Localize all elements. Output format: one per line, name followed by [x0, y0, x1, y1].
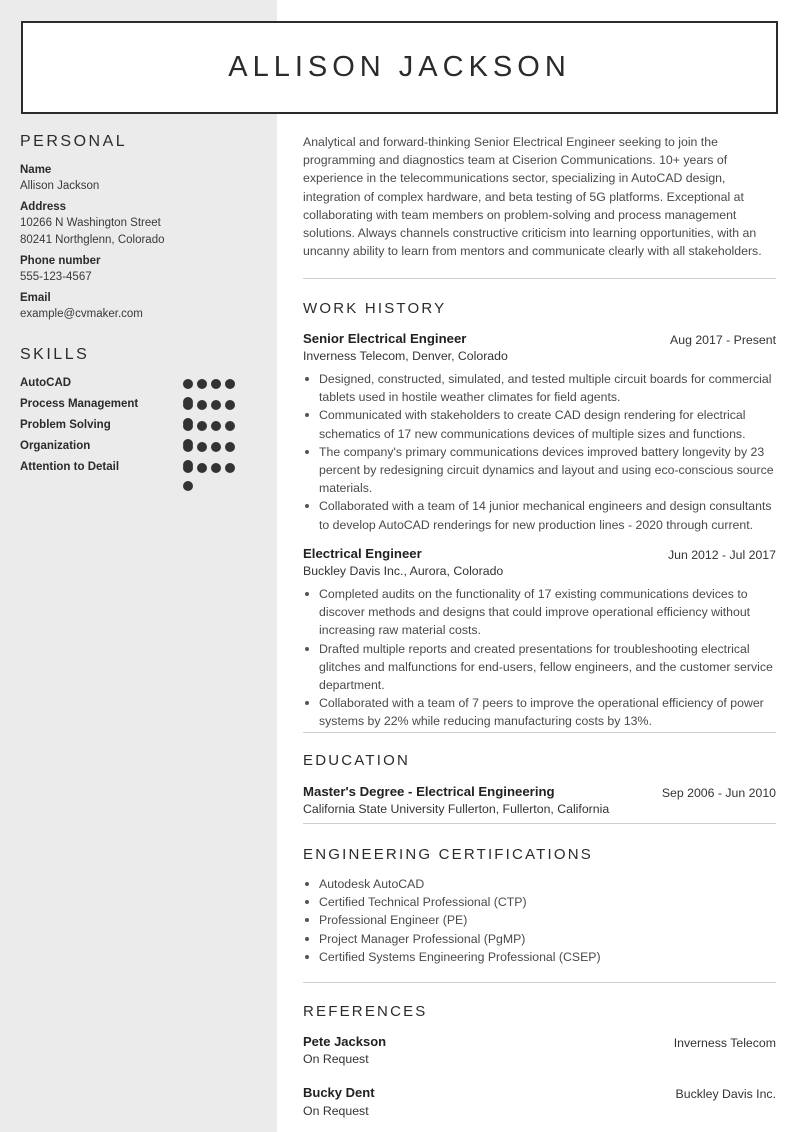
skill-rating: [183, 421, 252, 432]
reference-availability: On Request: [303, 1104, 369, 1118]
personal-label-email: Email: [20, 292, 51, 304]
profile-summary: Analytical and forward-thinking Senior Electrical Engineer seeking to join the programming and diagnostics team at Ciserion Communications. 10+ years of experience in the telecommunications sector, specializing in AutoCAD design, integration of complex hardware, and beta testing of 5G platforms. Exceptional at collaborating with team members on problem-solving and process management solutions. Always channels constructive criticism into learning opportunities, with an uncanny ability to learn from mentors and communicate clearly with all stakeholders.: [303, 135, 762, 259]
job-company: Buckley Davis Inc., Aurora, Colorado: [303, 564, 504, 578]
skill-dot: [183, 481, 193, 491]
reference-availability: On Request: [303, 1052, 369, 1066]
skill-dot: [225, 442, 235, 452]
education-date: Sep 2006 - Jun 2010: [661, 786, 776, 800]
list-item: Certified Systems Engineering Professional (CSEP): [303, 948, 776, 966]
skill-row: [20, 440, 252, 456]
section-divider: [303, 278, 776, 279]
name-header: [21, 21, 778, 114]
skill-dot: [197, 442, 207, 452]
skill-dot: [183, 442, 193, 452]
skill-dot: [183, 463, 193, 473]
skill-dot: [183, 400, 193, 410]
work-history-heading: WORK HISTORY: [303, 300, 447, 317]
candidate-name: ALLISON JACKSON: [228, 51, 571, 83]
skill-dot: [197, 421, 207, 431]
list-item: Collaborated with a team of 7 peers to improve the operational efficiency of power systems by 22% while reducing manufacturing costs by 13%.: [303, 694, 776, 730]
list-item: Collaborated with a team of 14 junior mechanical engineers and design consultants to develop AutoCAD renderings for new production lines - 2020 through current.: [303, 497, 776, 533]
job-bullets: [303, 370, 776, 534]
section-divider: [303, 732, 776, 733]
degree-title: Master's Degree - Electrical Engineering: [303, 784, 555, 799]
personal-value-name: Allison Jackson: [20, 180, 100, 192]
skill-dot: [211, 442, 221, 452]
personal-value-address-line1: 10266 N Washington Street: [20, 217, 161, 229]
personal-label-name: Name: [20, 164, 52, 176]
skill-dot: [211, 421, 221, 431]
skill-rating: [183, 379, 252, 390]
skill-name: Process Management: [20, 398, 139, 410]
skill-dot: [225, 379, 235, 389]
skill-row: [20, 419, 252, 435]
skill-name: AutoCAD: [20, 377, 72, 389]
skill-dot: [197, 463, 207, 473]
job-date: Aug 2017 - Present: [670, 333, 776, 347]
reference-name: Bucky Dent: [303, 1085, 375, 1100]
list-item: Certified Technical Professional (CTP): [303, 893, 776, 911]
reference-name: Pete Jackson: [303, 1034, 387, 1049]
list-item: The company's primary communications devices improved battery longevity by 23 percent by redesigning circuit dynamics and layout and using eco-conscious source materials.: [303, 443, 776, 498]
list-item: Professional Engineer (PE): [303, 911, 776, 929]
skill-dot: [225, 463, 235, 473]
skill-name: Organization: [20, 440, 91, 452]
job-bullets: [303, 585, 776, 731]
section-divider: [303, 823, 776, 824]
skill-dot: [225, 400, 235, 410]
skill-dot: [211, 400, 221, 410]
skill-name: Problem Solving: [20, 419, 111, 431]
school-name: California State University Fullerton, Fullerton, California: [303, 802, 610, 816]
skill-dot: [183, 379, 193, 389]
job-company: Inverness Telecom, Denver, Colorado: [303, 349, 508, 363]
list-item: Completed audits on the functionality of 17 existing communications devices to discover methods and designs that could improve operational efficiency without increasing raw material costs.: [303, 585, 776, 640]
personal-heading: PERSONAL: [20, 133, 128, 150]
reference-company: Buckley Davis Inc.: [675, 1087, 776, 1101]
personal-label-address: Address: [20, 201, 67, 213]
skill-dot: [211, 463, 221, 473]
list-item: Project Manager Professional (PgMP): [303, 930, 776, 948]
skill-rating: [183, 463, 252, 474]
skill-name: Attention to Detail: [20, 461, 120, 473]
certifications-list: [303, 875, 776, 966]
references-heading: REFERENCES: [303, 1003, 428, 1020]
skill-dot: [225, 421, 235, 431]
education-heading: EDUCATION: [303, 752, 411, 769]
personal-value-address-line2: 80241 Northglenn, Colorado: [20, 234, 165, 246]
list-item: Communicated with stakeholders to create CAD design rendering for electrical schematics of 17 new communications devices of multiple sizes and functions.: [303, 406, 776, 442]
job-title: Senior Electrical Engineer: [303, 331, 467, 346]
personal-value-phone: 555-123-4567: [20, 271, 92, 283]
certifications-heading: ENGINEERING CERTIFICATIONS: [303, 846, 594, 863]
skill-dot: [197, 379, 207, 389]
personal-value-email[interactable]: example@cvmaker.com: [20, 308, 143, 320]
personal-label-phone: Phone number: [20, 255, 101, 267]
skill-row: [20, 461, 252, 477]
job-title: Electrical Engineer: [303, 546, 422, 561]
list-item: Autodesk AutoCAD: [303, 875, 776, 893]
skill-dot: [183, 421, 193, 431]
skill-dot: [211, 379, 221, 389]
list-item: Drafted multiple reports and created presentations for troubleshooting electrical glitches and malfunctions for end-users, fellow engineers, and the customer service department.: [303, 640, 776, 695]
skill-rating: [183, 400, 252, 411]
job-date: Jun 2012 - Jul 2017: [667, 548, 776, 562]
skills-heading: SKILLS: [20, 346, 90, 363]
list-item: Designed, constructed, simulated, and tested multiple circuit boards for commercial tablets used in hostile weather climates for field agents.: [303, 370, 776, 406]
skill-rating: [183, 442, 252, 453]
skill-row: [20, 377, 252, 393]
reference-company: Inverness Telecom: [673, 1036, 776, 1050]
skill-row: [20, 398, 252, 414]
skill-dot: [197, 400, 207, 410]
section-divider: [303, 982, 776, 983]
